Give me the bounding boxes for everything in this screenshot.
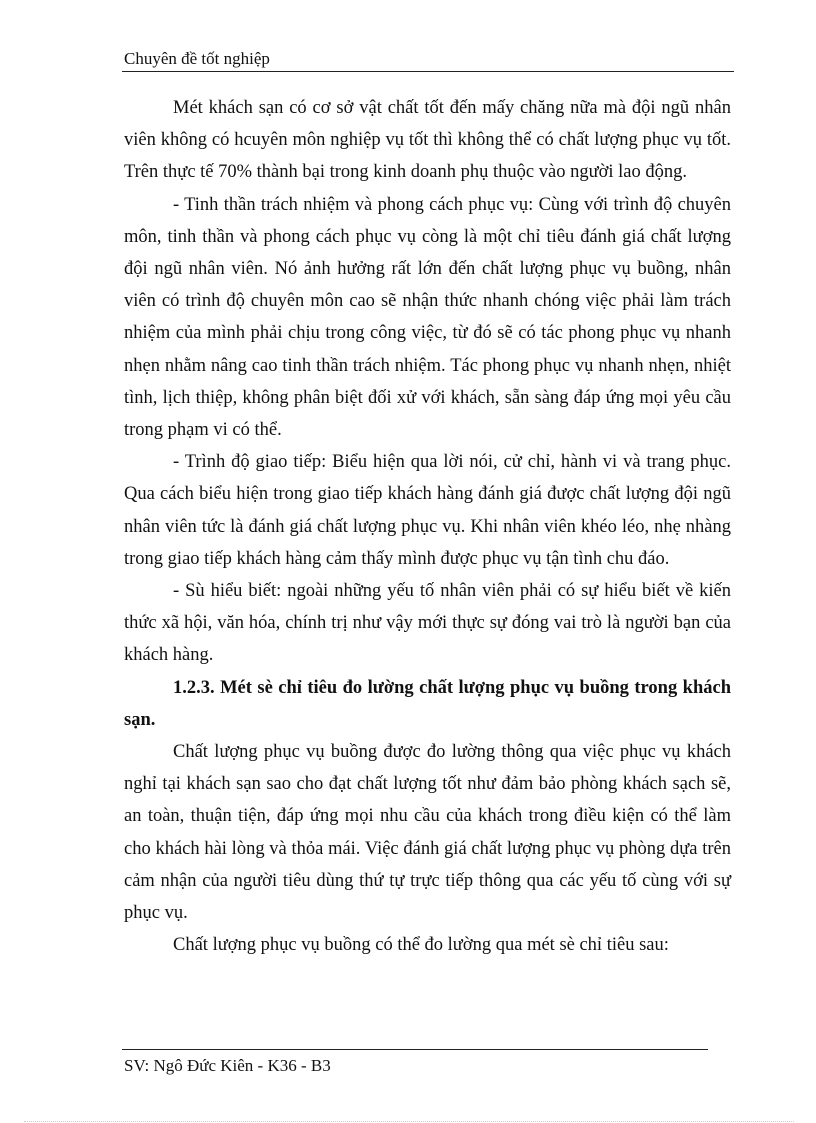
- paragraph-communication: - Trình độ giao tiếp: Biểu hiện qua lời nói, cử chỉ, hành vi và trang phục. Qua cách biểu hiện trong giao tiếp khách hàng đánh giá được chất lượng đội ngũ nhân viên tức là đánh giá chất lượng phục vụ. Khi nhân viên khéo léo, nhẹ nhàng trong giao tiếp khách hàng cảm thấy mình được phục vụ tận tình chu đáo.: [124, 452, 731, 569]
- footer-divider: [122, 1049, 708, 1050]
- paragraph-intro: Mét khách sạn có cơ sở vật chất tốt đến mấy chăng nữa mà đội ngũ nhân viên không có hcuyên môn nghiệp vụ tốt thì không thể có chất lượng phục vụ tốt. Trên thực tế 70% thành bại trong kinh doanh phụ thuộc vào người lao động.: [124, 98, 731, 183]
- paragraph-measurement: Chất lượng phục vụ buồng được đo lường thông qua việc phục vụ khách nghỉ tại khách sạn sao cho đạt chất lượng tốt như đảm bảo phòng khách sạch sẽ, an toàn, thuận tiện, đáp ứng mọi nhu cầu của khách trong điều kiện có thể làm cho khách hài lòng và thỏa mái. Việc đánh giá chất lượng phục vụ phòng dựa trên cảm nhận của người tiêu dùng thứ tự trực tiếp thông qua các yếu tố cùng với sự phục vụ.: [124, 742, 731, 924]
- paragraph-knowledge: - Sù hiểu biết: ngoài những yếu tố nhân viên phải có sự hiểu biết về kiến thức xã hội, văn hóa, chính trị như vậy mới thực sự đóng vai trò là người bạn của khách hàng.: [124, 581, 731, 666]
- paragraph-criteria-intro: Chất lượng phục vụ buồng có thể đo lường qua mét sè chỉ tiêu sau:: [173, 935, 669, 956]
- paragraph-responsibility: - Tinh thần trách nhiệm và phong cách phục vụ: Cùng với trình độ chuyên môn, tinh thần và phong cách phục vụ còng là một chỉ tiêu đánh giá chất lượng đội ngũ nhân viên. Nó ảnh hưởng rất lớn đến chất lượng phục vụ buồng, nhân viên có trình độ chuyên môn cao sẽ nhận thức nhanh chóng việc phải làm trách nhiệm của mình phải chịu trong công việc, từ đó sẽ có tác phong phục vụ nhanh nhẹn nhằm nâng cao tinh thần trách nhiệm. Tác phong phục vụ nhanh nhẹn, nhiệt tình, lịch thiệp, không phân biệt đối xử với khách, sẵn sàng đáp ứng mọi yêu cầu trong phạm vi có thể.: [124, 194, 731, 441]
- page-bottom-border: [24, 1121, 794, 1122]
- header-divider: [122, 71, 734, 72]
- document-body: [124, 92, 731, 961]
- page-header: Chuyên đề tốt nghiệp: [124, 49, 270, 68]
- section-heading: 1.2.3. Mét sè chỉ tiêu đo lường chất lượng phục vụ buồng trong khách sạn.: [124, 677, 731, 730]
- page-footer: SV: Ngô Đức Kiên - K36 - B3: [124, 1056, 331, 1075]
